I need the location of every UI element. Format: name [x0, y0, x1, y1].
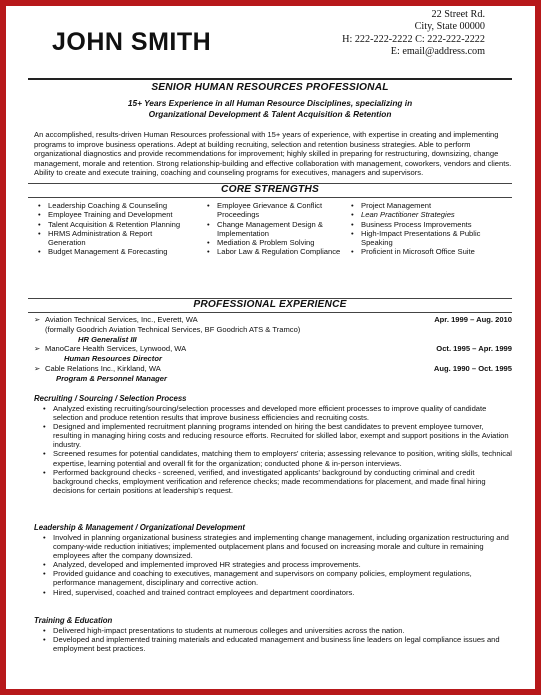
job-dates: Apr. 1999 – Aug. 2010: [434, 315, 512, 324]
strength-item: • Project Management: [351, 201, 511, 210]
strength-item: • Proficient in Microsoft Office Suite: [351, 247, 511, 256]
list-item: • Screened resumes for potential candidates, matching them to employers' criteria; assessing relevance to position, writing skills, technical expertise, learning potential and overall fit for the organization; conducted phone & in-person interviews.: [34, 449, 512, 467]
section-heading-training: Training & Education: [34, 616, 113, 625]
job-title: HR Generalist III: [78, 334, 137, 344]
section-list-training: [34, 626, 512, 653]
strengths-column-3: [351, 201, 511, 257]
list-item: • Delivered high-impact presentations to students at numerous colleges and universities across the nation.: [34, 626, 512, 635]
list-item: • Analyzed, developed and implemented improved HR strategies and process improvements.: [34, 560, 512, 569]
strengths-column-1: [38, 201, 206, 257]
strength-item: • Business Process Improvements: [351, 220, 511, 229]
job-dates: Oct. 1995 – Apr. 1999: [436, 344, 512, 354]
section-heading-recruiting: Recruiting / Sourcing / Selection Process: [34, 394, 187, 403]
section-list-recruiting: [34, 404, 512, 495]
strength-item: • Employee Grievance & Conflict Proceedings: [207, 201, 341, 220]
job-row: [34, 364, 512, 374]
strength-item: • Change Management Design & Implementation: [207, 220, 341, 239]
candidate-name: JOHN SMITH: [52, 28, 212, 56]
contact-phones: H: 222-222-2222 C: 222-222-2222: [342, 33, 485, 45]
job-employer: ManoCare Health Services, Lynwood, WA: [45, 344, 187, 354]
experience-divider-bottom: [28, 312, 512, 313]
strength-item: • Talent Acquisition & Retention Planning: [38, 220, 206, 229]
job-note: (formally Goodrich Aviation Technical Services, BF Goodrich ATS & Tramco): [45, 324, 301, 334]
contact-street: 22 Street Rd.: [431, 9, 485, 20]
strength-item: • HRMS Administration & Report Generation: [38, 229, 178, 248]
strengths-divider-bottom: [28, 197, 512, 198]
strength-item: • Budget Management & Forecasting: [38, 247, 206, 256]
contact-block: [342, 9, 485, 59]
headline-line-1: 15+ Years Experience in all Human Resource Disciplines, specializing in: [127, 98, 413, 108]
header-divider: [28, 78, 512, 80]
contact-city: City, State 00000: [414, 21, 485, 33]
strength-item: • Labor Law & Regulation Compliance: [207, 247, 341, 256]
strengths-column-2: [207, 201, 341, 257]
strength-item: • Employee Training and Development: [38, 210, 206, 219]
list-item: • Developed and implemented training materials and educated management and business line leaders on legal compliance issues and employment best practices.: [34, 635, 512, 653]
strength-item: • Leadership Coaching & Counseling: [38, 201, 206, 210]
job-title: Program & Personnel Manager: [56, 373, 167, 383]
resume-page: [6, 6, 535, 689]
job-employer: Cable Relations Inc., Kirkland, WA: [45, 363, 161, 373]
section-heading-leadership: Leadership & Management / Organizational Development: [34, 523, 245, 532]
contact-email[interactable]: E: email@address.com: [390, 46, 485, 58]
list-item: • Analyzed existing recruiting/sourcing/selection processes and developed more efficient processes to improve quality of candidate selection and produce retention results that improve business efficiencies and recruiting costs.: [34, 404, 512, 422]
professional-summary: An accomplished, results-driven Human Resources professional with 15+ years of experience, with expertise in creating and implementing programs to improve business operations. Adept at building recruiting, selection and retention business strategies. Able to perform organizational diagnostics and provide recommendations for improvement; highly skilled in preparing for restructuring, downsizing, change management, morale and retention. Strong relationship-building and effective collaboration with management, coworkers, vendors and clients. Ability to create and execute training, coaching and counseling programs for executives, managers and supervisors.: [34, 130, 512, 178]
headline-title: SENIOR HUMAN RESOURCES PROFESSIONAL: [151, 82, 389, 93]
job-dates: Aug. 1990 – Oct. 1995: [433, 363, 512, 373]
list-item: • Provided guidance and coaching to executives, management and supervisors on company policies, employment regulations, performance management, disciplinary and corrective action.: [34, 569, 512, 587]
arrow-icon: ➢: [34, 363, 41, 373]
job-title: Human Resources Director: [64, 354, 162, 364]
arrow-icon: ➢: [34, 315, 41, 324]
list-item: • Designed and implemented recruitment planning programs intended on hiring the best candidates to prevent employee turnover, resulting in managing hiring costs and reducing resource efforts. Recruited for skilled labor, exempt and support positions in the Aviation industry.: [34, 422, 512, 449]
list-item: • Performed background checks - screened, verified, and investigated applicants' background by conducting criminal and credit background checks, employment verification and reference checks; made recommendations for placement, and made final hiring decisions for certain positions at leadership's request.: [34, 468, 512, 495]
strength-item: • Mediation & Problem Solving: [207, 238, 341, 247]
job-row: [34, 344, 512, 354]
arrow-icon: ➢: [34, 344, 41, 354]
job-employer: Aviation Technical Services, Inc., Everett, WA: [45, 315, 198, 324]
job-row: [34, 315, 512, 325]
headline-line-2: Organizational Development & Talent Acquisition & Retention: [148, 109, 392, 119]
experience-list: [34, 315, 512, 384]
strength-item: • Lean Practitioner Strategies: [351, 210, 511, 219]
section-list-leadership: [34, 533, 512, 597]
strength-item: • High-Impact Presentations & Public Speaking: [351, 229, 511, 248]
list-item: • Involved in planning organizational business strategies and implementing change management, including organization restructuring and company-wide reduction initiatives; implemented outplacement plans and focused on increasing morale and culture in remaining employees after the company downsized.: [34, 533, 512, 560]
strengths-title: CORE STRENGTHS: [221, 184, 319, 195]
list-item: • Hired, supervised, coached and trained contract employees and department coordinators.: [34, 588, 512, 597]
experience-title: PROFESSIONAL EXPERIENCE: [193, 299, 347, 310]
